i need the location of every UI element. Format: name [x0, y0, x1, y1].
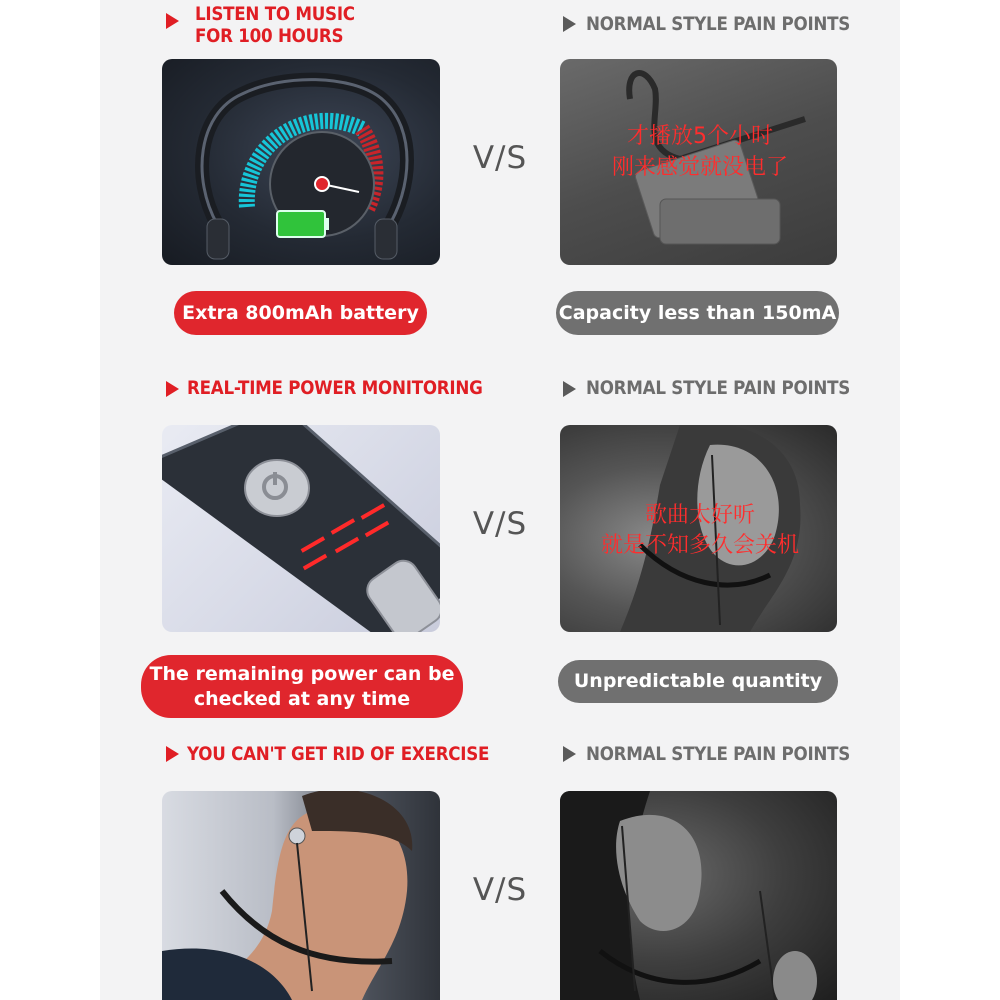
versus-label: V/S [472, 872, 528, 908]
heading-arrow-icon [166, 381, 179, 397]
pain-overlay-2-line-1: 歌曲太好听 [644, 503, 755, 528]
feature-pill-2-line-1: The remaining power can be [149, 662, 455, 685]
pain-pill-1 [556, 291, 839, 335]
versus-label: V/S [472, 506, 528, 542]
feature-heading-1-line-2: FOR 100 HOURS [195, 25, 344, 47]
heading-arrow-icon [563, 16, 576, 32]
feature-pill-2-line-2: checked at any time [193, 687, 411, 710]
feature-pill-1-label: Extra 800mAh battery [182, 301, 419, 324]
feature-pill-2 [141, 655, 463, 718]
speedometer-neckband-illustration [162, 59, 440, 265]
pain-pill-2-label: Unpredictable quantity [573, 670, 823, 692]
pain-pill-2 [558, 660, 838, 703]
woman-silhouette [560, 791, 837, 1000]
neckband-battery-image [162, 59, 440, 265]
feature-pill-1 [174, 291, 427, 335]
pain-pill-1-label: Capacity less than 150mA [558, 301, 837, 324]
man-profile-illustration [162, 791, 440, 1000]
pain-heading-2: NORMAL STYLE PAIN POINTS [586, 377, 851, 399]
feature-heading-3: YOU CAN'T GET RID OF EXERCISE [187, 743, 490, 765]
pain-overlay-2-line-2: 就是不知多久会关机 [600, 533, 799, 558]
power-display-image [162, 425, 440, 632]
feature-heading-1-line-1: LISTEN TO MUSIC [195, 3, 355, 25]
pain-overlay-1-line-1: 才播放5个小时 [627, 124, 773, 149]
heading-arrow-icon [563, 746, 576, 762]
woman-earphones-image [560, 791, 837, 1000]
pain-heading-1: NORMAL STYLE PAIN POINTS [586, 13, 851, 35]
neckband-display-illustration [162, 425, 440, 632]
pain-overlay-1-line-2: 刚来感觉就没电了 [611, 155, 788, 180]
feature-heading-2: REAL-TIME POWER MONITORING [187, 377, 483, 399]
heading-arrow-icon [166, 13, 179, 29]
heading-arrow-icon [563, 381, 576, 397]
versus-label: V/S [472, 140, 528, 176]
man-exercise-image [162, 791, 440, 1000]
pain-heading-3: NORMAL STYLE PAIN POINTS [586, 743, 851, 765]
heading-arrow-icon [166, 746, 179, 762]
